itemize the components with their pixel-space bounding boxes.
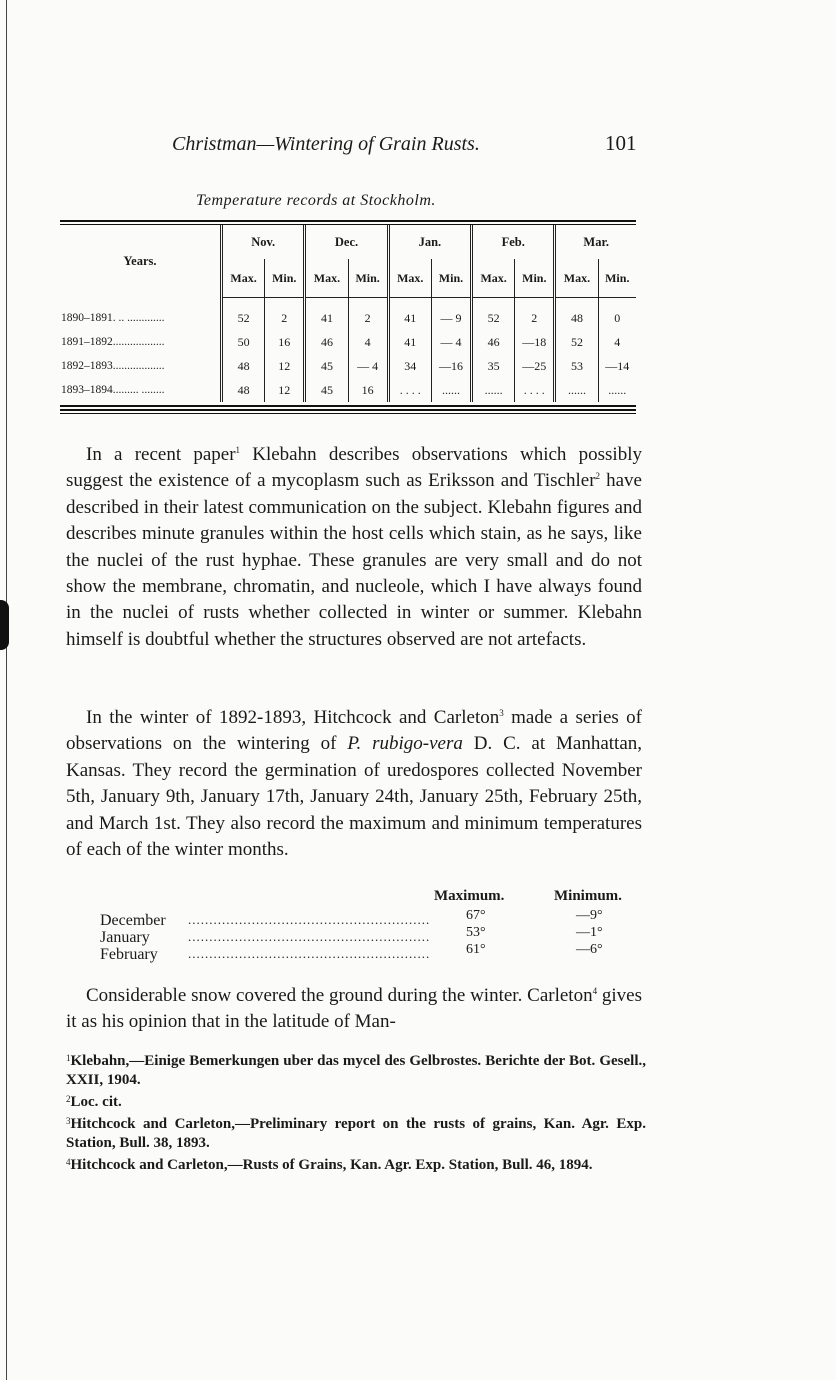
- maximum-header: Maximum.: [434, 888, 505, 904]
- value-cell: 2: [265, 298, 305, 331]
- value-cell: — 4: [348, 354, 388, 378]
- value-cell: 41: [305, 298, 348, 331]
- max-header: Max.: [305, 259, 348, 298]
- text-span: have described in their latest communication on the subject. Klebahn figures and describes minute granules within the host cells which stain, as he says, like the nuclei of the rust hyphae. These granules are very small and do not show the membrane, chromatin, and nucleole, which I have always found in the nuclei of rusts whether collected in winter or summer. Klebahn himself is doubtful whether the structures observed are not artefacts.: [66, 470, 642, 650]
- value-cell: 45: [305, 378, 348, 402]
- value-cell: . . . .: [388, 378, 431, 402]
- footnote-mark: 3: [66, 1116, 71, 1126]
- table-title: Temperature records at Stockholm.: [196, 192, 436, 209]
- table-row: [60, 354, 636, 378]
- value-cell: 16: [348, 378, 388, 402]
- year-cell: 1890–1891. .. .............: [61, 311, 165, 324]
- value-cell: 52: [222, 298, 265, 331]
- footnote: [66, 1115, 646, 1153]
- month-header-feb: Feb.: [472, 225, 555, 259]
- max-value: 53°: [466, 925, 486, 940]
- text-span: Klebahn describes observations which possibly suggest the existence of a mycoplasm such as Eriksson and Tischler: [66, 444, 642, 492]
- value-cell: 52: [472, 298, 515, 331]
- value-cell: . . . .: [515, 378, 555, 402]
- page-edge-mark: [0, 600, 9, 650]
- value-cell: 48: [222, 354, 265, 378]
- year-cell: 1893–1894......... ........: [61, 384, 165, 396]
- value-cell: 12: [265, 378, 305, 402]
- footnote-ref: 3: [499, 708, 504, 718]
- table-bottom-rule-double: [60, 409, 636, 414]
- value-cell: 2: [515, 298, 555, 331]
- table-bottom-rule: [60, 405, 636, 407]
- footnote-mark: 2: [66, 1094, 71, 1104]
- max-value: 67°: [466, 908, 486, 923]
- footnote-text: Hitchcock and Carleton,—Rusts of Grains, Kan. Agr. Exp. Station, Bull. 46, 1894.: [70, 1157, 593, 1173]
- footnote: [66, 1052, 646, 1090]
- value-cell: ......: [472, 378, 515, 402]
- footnotes: [66, 1052, 646, 1178]
- table-row: [60, 330, 636, 354]
- footnote-ref: 2: [595, 471, 601, 482]
- list-item: [100, 925, 640, 947]
- text-span: D. C. at Manhattan, Kansas. They record the germination of uredospores collected November 5th, January 9th, January 17th, January 24th, January 25th, February 25th, and March 1st. They also record the maximum and minimum temperatures of each of the winter months.: [66, 733, 643, 861]
- dot-leader: .........................................................: [188, 912, 430, 927]
- max-value: 61°: [466, 942, 486, 957]
- text-span: In the winter of 1892-1893, Hitchcock and Carleton: [86, 707, 500, 728]
- years-header: Years.: [123, 253, 157, 268]
- value-cell: 34: [388, 354, 431, 378]
- value-cell: 52: [555, 330, 598, 354]
- dot-leader: .........................................................: [188, 946, 430, 961]
- footnote-ref: 1: [235, 445, 241, 455]
- value-cell: —25: [515, 354, 555, 378]
- min-header: Min.: [348, 259, 388, 298]
- value-cell: 45: [305, 354, 348, 378]
- month-header-jan: Jan.: [388, 225, 471, 259]
- value-cell: 41: [388, 298, 431, 331]
- dot-leader: .........................................................: [188, 929, 430, 944]
- text-span: made a series of observations on the wintering of: [66, 707, 643, 755]
- page-edge: [6, 0, 7, 1380]
- value-cell: 46: [472, 330, 515, 354]
- value-cell: 35: [472, 354, 515, 378]
- species-name: P. rubigo-vera: [347, 733, 463, 755]
- max-header: Max.: [388, 259, 431, 298]
- temperature-table: [60, 220, 636, 414]
- month-name: December: [100, 912, 166, 929]
- value-cell: — 9: [431, 298, 471, 331]
- month-header-dec: Dec.: [305, 225, 388, 259]
- value-cell: ......: [598, 378, 636, 402]
- paragraph-1: [66, 442, 642, 653]
- paragraph-2: [66, 705, 642, 863]
- table-row: [60, 298, 636, 331]
- table-row: [60, 378, 636, 402]
- year-cell: 1892–1893..................: [61, 360, 165, 372]
- value-cell: 46: [305, 330, 348, 354]
- max-header: Max.: [472, 259, 515, 298]
- paragraph-3: [66, 983, 642, 1036]
- value-cell: 4: [348, 330, 388, 354]
- min-value: —6°: [576, 942, 603, 957]
- min-header: Min.: [265, 259, 305, 298]
- month-header-nov: Nov.: [222, 225, 305, 259]
- footnote: [66, 1093, 646, 1112]
- min-value: —1°: [576, 925, 603, 940]
- value-cell: 12: [265, 354, 305, 378]
- value-cell: 48: [555, 298, 598, 331]
- month-name: February: [100, 946, 158, 963]
- running-title: Christman—Wintering of Grain Rusts.: [172, 133, 480, 155]
- month-name: January: [100, 929, 150, 946]
- list-item: [100, 942, 640, 964]
- text-span: gives it as his opinion that in the latitude of Man-: [66, 985, 643, 1033]
- month-header-mar: Mar.: [555, 225, 636, 259]
- year-cell: 1891–1892..................: [61, 336, 165, 348]
- value-cell: 2: [348, 298, 388, 331]
- value-cell: 53: [555, 354, 598, 378]
- list-item: [100, 908, 640, 930]
- value-cell: 16: [265, 330, 305, 354]
- min-header: Min.: [598, 259, 636, 298]
- value-cell: —14: [598, 354, 636, 378]
- footnote-text: Hitchcock and Carleton,—Preliminary report on the rusts of grains, Kan. Agr. Exp. Station, Bull. 38, 1893.: [66, 1116, 646, 1151]
- value-cell: 48: [222, 378, 265, 402]
- value-cell: ......: [431, 378, 471, 402]
- min-header: Min.: [515, 259, 555, 298]
- min-header: Min.: [431, 259, 471, 298]
- footnote-mark: 1: [66, 1053, 71, 1063]
- page-number: 101: [605, 131, 637, 155]
- temperature-grid: [60, 225, 636, 402]
- footnote-text: Loc. cit.: [70, 1094, 122, 1110]
- value-cell: —16: [431, 354, 471, 378]
- value-cell: — 4: [431, 330, 471, 354]
- value-cell: 0: [598, 298, 636, 331]
- value-cell: 4: [598, 330, 636, 354]
- value-cell: 41: [388, 330, 431, 354]
- max-header: Max.: [555, 259, 598, 298]
- minimum-header: Minimum.: [554, 888, 622, 904]
- footnote-text: Klebahn,—Einige Bemerkungen uber das mycel des Gelbrostes. Berichte der Bot. Gesell., XXII, 1904.: [66, 1053, 646, 1088]
- text-span: In a recent paper: [86, 444, 236, 465]
- max-header: Max.: [222, 259, 265, 298]
- footnote: [66, 1156, 646, 1175]
- footnote-mark: 4: [66, 1157, 71, 1167]
- footnote-ref: 4: [592, 986, 598, 996]
- value-cell: 50: [222, 330, 265, 354]
- value-cell: —18: [515, 330, 555, 354]
- min-value: —9°: [576, 908, 603, 923]
- value-cell: ......: [555, 378, 598, 402]
- text-span: Considerable snow covered the ground during the winter. Carleton: [86, 985, 593, 1006]
